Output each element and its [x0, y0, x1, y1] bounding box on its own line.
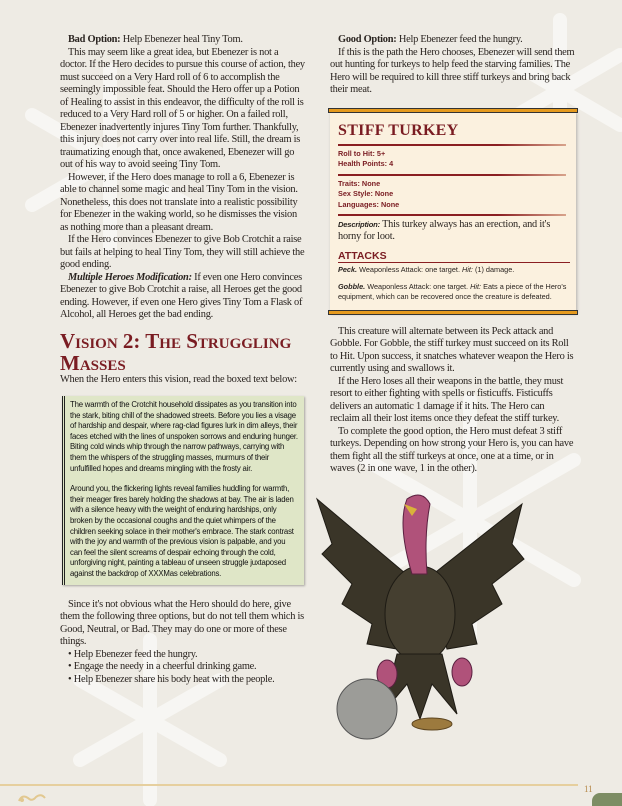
label: Description:	[338, 220, 380, 229]
text: Weaponless Attack: one target.	[357, 264, 462, 274]
languages: Languages: None	[338, 199, 400, 209]
text: If even one Hero convinces Ebenezer to give Bob Crotchit a raise, all Heroes get the good ending. However, if even one Hero gives Tiny Tom a Flask of Alcohol, all Heroes get the bad ending.	[60, 271, 303, 320]
paragraph: If the Hero loses all their weapons in the battle, they must resort to either fighting with spells or fisticuffs. Fisticuffs delivers an automatic 1 damage if it hits. The Hero can reclaim all their lost items once they defeat the stiff turkey.	[330, 375, 564, 425]
good-option	[330, 34, 576, 47]
boxed-read-aloud-text	[62, 396, 304, 585]
attack-peck	[338, 265, 570, 275]
stat-block-bottom-bar	[328, 310, 578, 315]
right-column-bottom	[330, 326, 576, 476]
bad-option	[60, 34, 306, 47]
hit-label: Hit:	[462, 264, 473, 274]
paragraph: To complete the good option, the Hero must defeat 3 stiff turkeys. Depending on how strong your Hero is, you can have them fight all the stiff turkeys at once, one at a time, or in waves (2 in one wave, 1 in the other).	[330, 425, 574, 475]
roll-to-hit: Roll to Hit: 5+	[338, 148, 386, 158]
options-list	[60, 649, 306, 687]
list-item: • Help Ebenezer feed the hungry.	[68, 648, 198, 660]
paragraph: Since it's not obvious what the Hero should do here, give them the following three options, but do not tell them which is Good, Neutral, or Bad. They may do one or more of these things.	[60, 598, 304, 647]
divider	[338, 144, 566, 146]
turkey-illustration	[312, 484, 527, 749]
flourish-icon	[16, 793, 48, 805]
boxed-paragraph: The warmth of the Crotchit household dissipates as you transition into the stark, biting chill of the shadowed streets. Before you lies a visage of hardship and despair, where rag-clad figures lurk in dim alleys, their faces etched with the lines of unspoken sorrows and enduring hunger. Biting cold winds whip through the narrow pathways, carrying with them the whispers of the struggling masses, murmurs of their unfulfilled hopes and dreams mingling with the frosty air.	[70, 400, 298, 473]
paragraph: This may seem like a great idea, but Ebenezer is not a doctor. If the Hero decides to pursue this course of action, they must succeed on a Very Hard roll of 6 to accomplish the seemingly impossible feat. Should the Hero offer up a Potion of Healing to assist in this endeavor, the difficulty of the roll is reduced to a Very Hard roll of 5 or higher. On a failed roll, Ebenezer inadvertently injures Tiny Tom further. Thankfully, this injury does not carry over into real life. Still, the dream is traumatizing enough that, once awakened, Ebenezer will go out of his way to avoid seeing Tiny Tom.	[60, 46, 305, 170]
text: Help Ebenezer feed the hungry.	[396, 34, 523, 45]
text: Help Ebenezer heal Tiny Tom.	[120, 34, 243, 45]
label: Gobble.	[338, 281, 366, 291]
paragraph: If the Hero convinces Ebenezer to give Bob Crotchit a raise but fails at helping to heal Tiny Tom, they will still achieve the good ending.	[60, 234, 305, 270]
left-column-bottom	[60, 599, 306, 687]
section-heading: Vision 2: The Struggling Masses	[60, 328, 292, 375]
divider	[338, 262, 570, 263]
footer-rule	[0, 784, 578, 786]
paragraph: This creature will alternate between its Peck attack and Gobble. For Gobble, the stiff turkey must succeed on its Roll to Hit. Upon success, it snatches whatever weapon the Hero is currently using and swallows it.	[330, 325, 574, 375]
list-item: • Help Ebenezer share his body heat with the people.	[68, 673, 275, 685]
creature-name: STIFF TURKEY	[338, 121, 459, 139]
label: Good Option:	[338, 34, 397, 45]
description	[338, 219, 570, 244]
corner-decoration	[592, 793, 622, 806]
right-column	[330, 34, 576, 749]
sex-style: Sex Style: None	[338, 189, 394, 198]
page-number: 11	[584, 784, 593, 794]
text: Weaponless Attack: one target.	[365, 281, 471, 291]
text: This turkey always has an erection, and it's horny for loot.	[338, 219, 551, 243]
paragraph: If this is the path the Hero chooses, Ebenezer will send them out hunting for turkeys to help feed the starving families. The Hero will be required to kill three stiff turkeys and bring back their meat.	[330, 46, 575, 95]
left-column	[60, 34, 306, 686]
stat-block	[330, 111, 576, 312]
paragraph: However, if the Hero does manage to roll a 6, Ebenezer is able to channel some magic and heal Tiny Tom in the vision. Nonetheless, this does not translate into a realistic possibility for Ebenezer in the waking world, so he dismisses the vision as nothing more than a pleasant dream.	[60, 171, 298, 233]
modification-paragraph	[60, 272, 306, 322]
label: Bad Option:	[68, 34, 121, 45]
boxed-paragraph: Around you, the flickering lights reveal families huddling for warmth, their meager fires barely holding the shadows at bay. The air is laden with a silence heavy with the weight of enduring hardships, only broken by the occasional coughs and the quiet whimpers of the children seeking solace in their mother's embrace. The stark contrast with the joy and warmth of the previous vision is palpable, and you can feel the silent screams of despair echoing through the cold, unforgiving night, painting a tableau of unseen struggle juxtaposed against the backdrop of XXXMas celebrations.	[70, 484, 294, 578]
label: Peck.	[338, 264, 358, 274]
traits: Traits: None	[338, 178, 381, 188]
divider	[338, 214, 566, 216]
label: Multiple Heroes Modification:	[68, 271, 192, 283]
attacks-heading: ATTACKS	[338, 249, 387, 262]
attack-gobble	[338, 282, 570, 302]
divider	[338, 174, 566, 176]
list-item: • Engage the needy in a cheerful drinking game.	[68, 661, 257, 672]
text: (1) damage.	[472, 264, 515, 274]
stat-block-top-bar	[328, 108, 578, 113]
paragraph: When the Hero enters this vision, read the boxed text below:	[60, 373, 297, 385]
hit-label: Hit:	[470, 281, 482, 291]
health-points: Health Points: 4	[338, 159, 394, 168]
text: Eats a piece of the Hero's equipment, which can be recovered once the creature is defeated.	[338, 281, 567, 301]
